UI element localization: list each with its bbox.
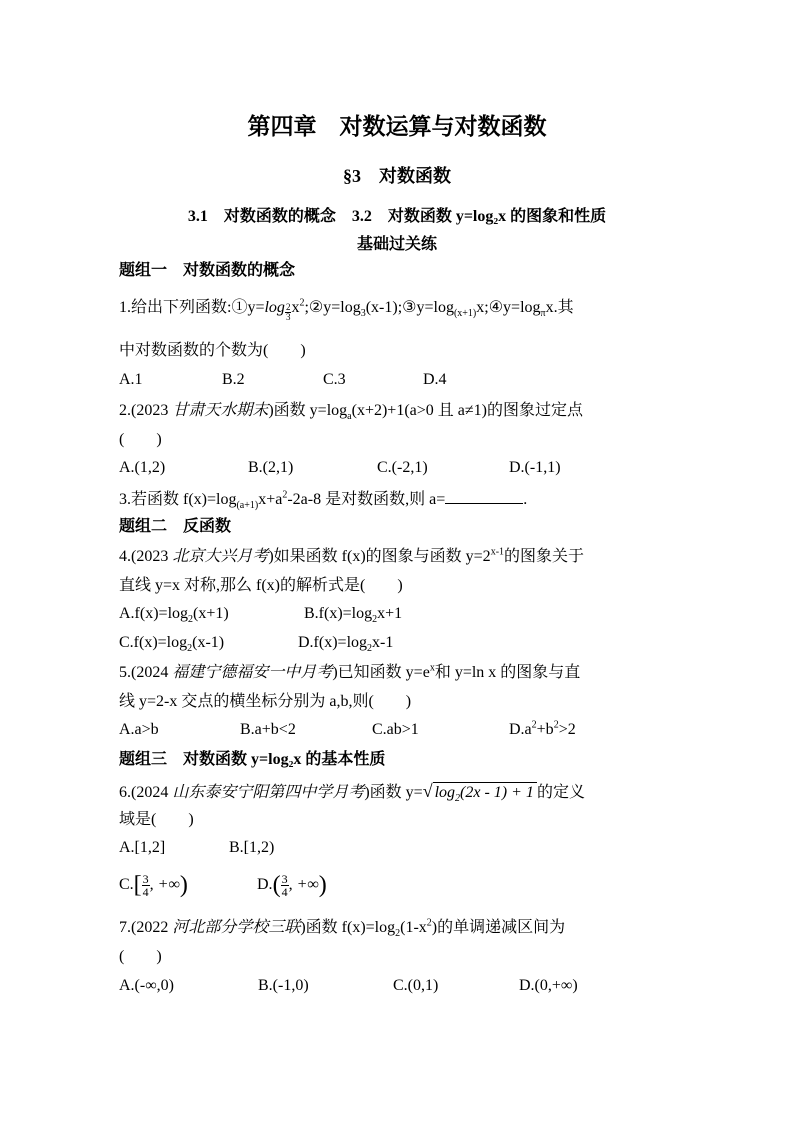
q1-log: log [264,299,285,316]
chapter-title: 第四章 对数运算与对数函数 [247,114,547,139]
q6-option-a[interactable]: A.[1,2] [119,839,166,856]
q1-base-fraction: $\frac{2}{3}$ [285,302,291,322]
right-paren-icon: ) [318,872,327,898]
q7-option-c[interactable]: C.(0,1) [393,977,439,994]
section-title: §3 对数函数 [343,166,451,186]
question-1-line-1: 1.给出下列函数:①y=log $\frac{2}{3}$ $x^2;②y=\log_3(x-1);③y=\log_{(x+1)}x;④y=\log_\pi x$.其 [119,297,574,322]
q5-option-a[interactable]: A.a>b [119,721,159,738]
q5-option-b[interactable]: B.a+b<2 [240,721,296,738]
q7-option-a[interactable]: A.(-∞,0) [119,977,174,994]
question-6-line-1: 6.(2024 山东泰安宁阳第四中学月考)函数 y=√ $\log_2(2x - 1) + 1$ 的定义 [119,781,585,805]
q1-option-a[interactable]: A.1 [119,371,143,388]
q4-option-a[interactable]: $A.f(x)=\log_2(x+1)$ [119,605,229,626]
question-1-line-2: 中对数函数的个数为( ) [119,342,306,359]
q6c-fraction: $\frac{3}{4}$ [142,872,149,899]
group-heading-3: 题组三 对数函数 y=log₂x 的基本性质 [119,751,386,768]
question-5-line-1: 5.(2024 福建宁德福安一中月考)已知函数 $y=e^x$和 y=ln x 的图象与直 [119,662,581,681]
q2-option-b[interactable]: B.(2,1) [248,459,294,476]
question-4-line-1: 4.(2023 北京大兴月考)如果函数 f(x)的图象与函数 $y=2^{x-1}$的图象关于 [119,546,585,565]
q1-lead: 1.给出下列函数:①y= [119,299,265,316]
radical-sign-icon: √ [422,781,433,801]
question-5-line-2: 线 y=2-x 交点的横坐标分别为 a,b,则( ) [119,693,412,710]
right-paren-icon: ) [179,872,188,898]
q4-option-d[interactable]: $D.f(x)=\log_2x-1$ [298,634,394,655]
question-3: 3.若函数 $f(x)=\log_{(a+1)}x+a^2-2a-8$ 是对数函数,则 a= . [119,489,528,512]
question-7-line-1: 7.(2022 河北部分学校三联)函数 $f(x)=\log_2(1-x^2)$的单调递减区间为 [119,917,566,940]
question-6-line-2: 域是( ) [119,811,194,828]
q1-option-b[interactable]: B.2 [222,371,245,388]
left-bracket-icon: [ [133,872,142,898]
q2-option-a[interactable]: A.(1,2) [119,459,166,476]
q2-option-c[interactable]: C.(-2,1) [377,459,428,476]
question-7-line-2: ( ) [119,948,162,965]
q4-option-c[interactable]: $C.f(x)=\log_2(x-1)$ [119,634,225,655]
q2-source: 甘肃天水期末 [168,402,269,419]
question-2-line-1: 2.(2023 甘肃天水期末)函数 $y=\log_a(x+2)+1(a>0$ 且 a≠1)的图象过定点 [119,402,583,423]
left-paren-icon: ( [272,872,281,898]
q3-answer-blank[interactable] [445,489,523,504]
q1-option-d[interactable]: D.4 [423,371,447,388]
q2-option-d[interactable]: D.(-1,1) [509,459,561,476]
question-4-line-2: 直线 y=x 对称,那么 f(x)的解析式是( ) [119,577,403,594]
subsection-title: 3.1 对数函数的概念 3.2 对数函数 y=log₂x 的图象和性质 [187,208,607,225]
group-heading-2: 题组二 反函数 [119,518,232,535]
q7-option-d[interactable]: D.(0,+∞) [519,977,578,994]
question-2-line-2: ( ) [119,431,162,448]
q1-option-c[interactable]: C.3 [323,371,346,388]
q6-option-b[interactable]: B.[1,2) [229,839,275,856]
q7-option-b[interactable]: B.(-1,0) [258,977,309,994]
q6-sqrt-expression: $\log_2(2x - 1) + 1$ [433,782,537,803]
q5-option-c[interactable]: C.ab>1 [372,721,419,738]
q6-option-c[interactable]: C.[ $\frac{3}{4}$ , +∞) [119,872,188,899]
q6-option-d[interactable]: D.( $\frac{3}{4}$ , +∞) [257,872,327,899]
q6d-fraction: $\frac{3}{4}$ [281,872,288,899]
q5-option-d[interactable]: $D.a^2+b^2>2$ [509,719,576,738]
group-heading-1: 题组一 对数函数的概念 [119,262,296,279]
q4-option-b[interactable]: $B.f(x)=\log_2x+1$ [304,605,403,626]
practice-title: 基础过关练 [356,236,437,253]
